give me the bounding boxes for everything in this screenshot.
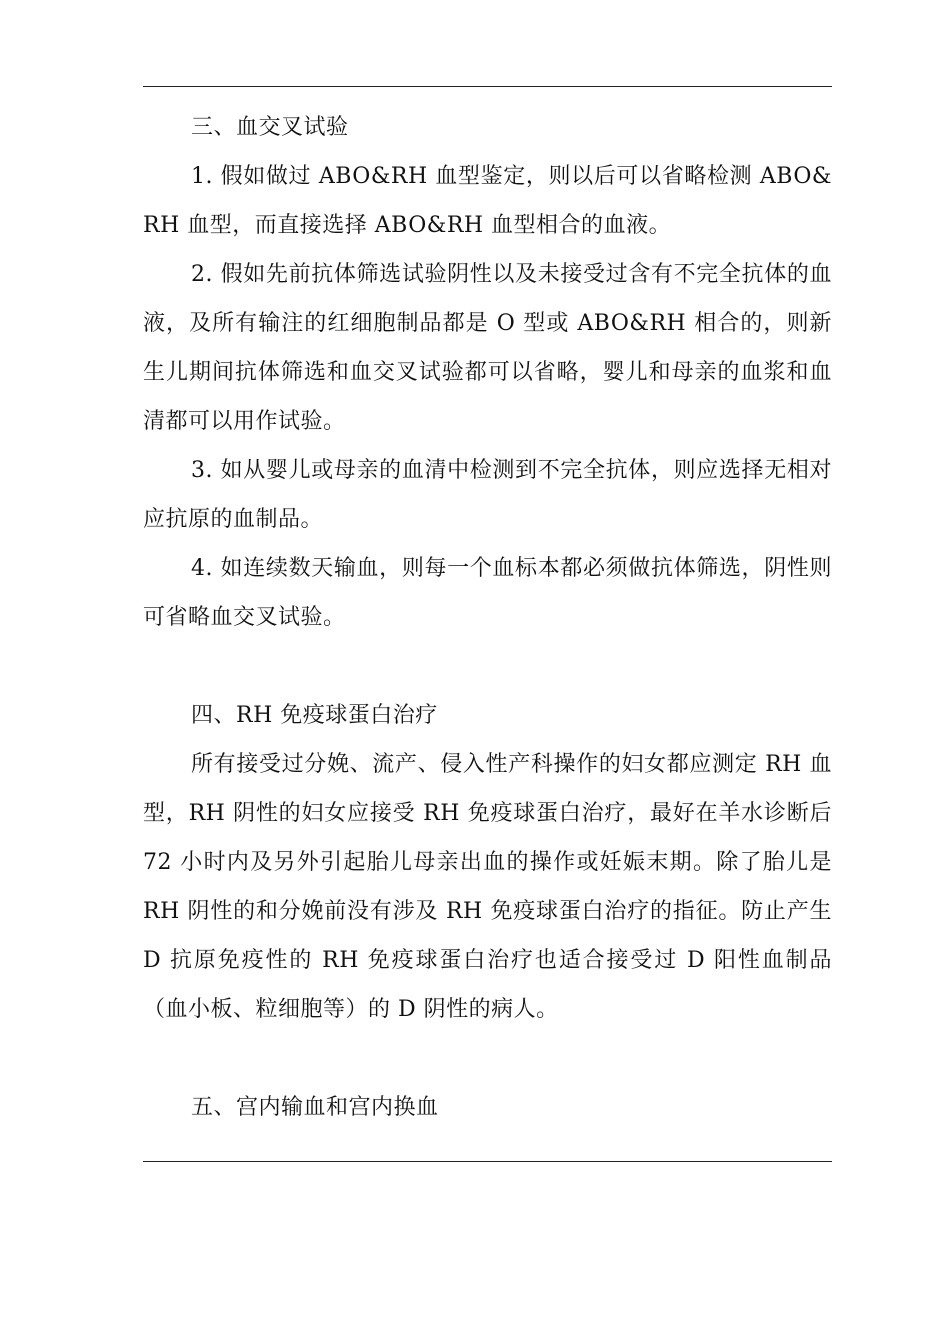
header-rule [143,86,832,87]
page-body [143,103,832,1132]
paragraph-crossmatch-3: 3. 如从婴儿或母亲的血清中检测到不完全抗体，则应选择无相对应抗原的血制品。 [143,458,832,532]
section-spacer [143,1034,832,1083]
paragraph-crossmatch-2: 2. 假如先前抗体筛选试验阴性以及未接受过含有不完全抗体的血液，及所有输注的红细胞制品都是 O 型或 ABO&RH 相合的，则新生儿期间抗体筛选和血交叉试验都可以省略，婴儿和母亲的血浆和血清都可以用作试验。 [143,262,832,434]
footer-rule [143,1161,832,1162]
section-spacer [143,642,832,691]
paragraph-crossmatch-4: 4. 如连续数天输血，则每一个血标本都必须做抗体筛选，阴性则可省略血交叉试验。 [143,556,832,630]
section-heading-intrauterine-transfusion: 五、宫内输血和宫内换血 [191,1095,439,1120]
paragraph-crossmatch-1: 1. 假如做过 ABO&RH 血型鉴定，则以后可以省略检测 ABO&RH 血型，而直接选择 ABO&RH 血型相合的血液。 [143,164,832,238]
section-heading-rh-immunoglobulin: 四、RH 免疫球蛋白治疗 [191,703,438,728]
paragraph-rh-immunoglobulin: 所有接受过分娩、流产、侵入性产科操作的妇女都应测定 RH 血型，RH 阴性的妇女应接受 RH 免疫球蛋白治疗，最好在羊水诊断后 72 小时内及另外引起胎儿母亲出血的操作或妊娠末期。除了胎儿是 RH 阴性的和分娩前没有涉及 RH 免疫球蛋白治疗的指征。防止产生 D 抗原免疫性的 RH 免疫球蛋白治疗也适合接受过 D 阳性血制品（血小板、粒细胞等）的 D 阴性的病人。 [143,752,832,1022]
section-heading-crossmatch: 三、血交叉试验 [191,115,349,140]
